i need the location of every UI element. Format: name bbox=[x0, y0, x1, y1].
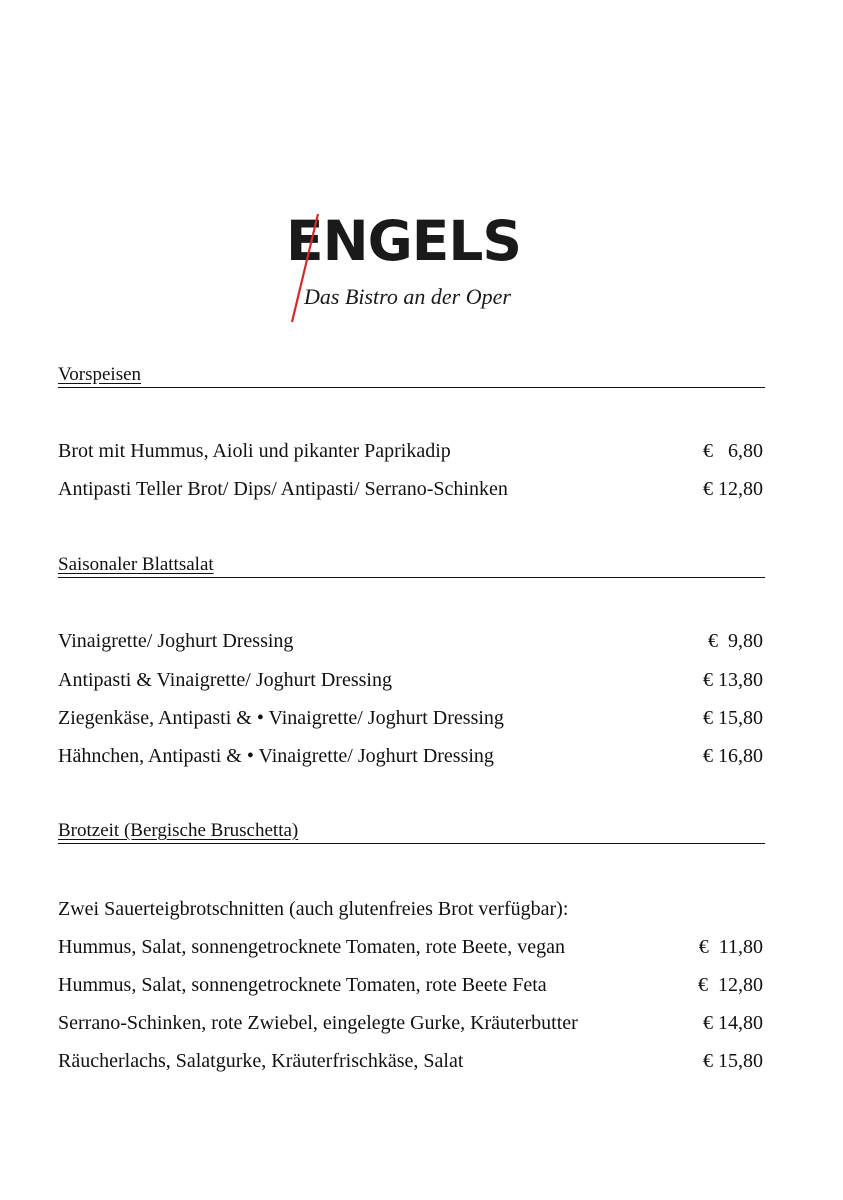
section-title: Vorspeisen bbox=[58, 364, 142, 385]
section-title: Brotzeit (Bergische Bruschetta) bbox=[58, 820, 299, 841]
menu-item-price: € 6,80 bbox=[703, 440, 763, 462]
menu-item-price: € 9,80 bbox=[708, 630, 763, 652]
section-title: Saisonaler Blattsalat bbox=[58, 554, 214, 575]
menu-item-price: € 16,80 bbox=[703, 745, 763, 767]
menu-item bbox=[58, 628, 763, 654]
menu-item-price: € 14,80 bbox=[703, 1012, 763, 1034]
menu-item bbox=[58, 438, 763, 464]
menu-item-name: Hähnchen, Antipasti & • Vinaigrette/ Joghurt Dressing bbox=[58, 745, 494, 767]
logo-tagline: Das Bistro an der Oper bbox=[304, 284, 511, 309]
menu-item-name: Räucherlachs, Salatgurke, Kräuterfrischkäse, Salat bbox=[58, 1050, 464, 1072]
menu-item-name: Antipasti & Vinaigrette/ Joghurt Dressing bbox=[58, 669, 392, 691]
menu-item-price: € 12,80 bbox=[703, 478, 763, 500]
menu-item bbox=[58, 1010, 763, 1036]
logo-slash-icon bbox=[286, 214, 326, 324]
logo-wordmark: ENGELS bbox=[286, 209, 521, 273]
menu-item-name: Ziegenkäse, Antipasti & • Vinaigrette/ Joghurt Dressing bbox=[58, 707, 504, 729]
menu-item-name: Vinaigrette/ Joghurt Dressing bbox=[58, 630, 294, 652]
menu-item-name: Serrano-Schinken, rote Zwiebel, eingelegte Gurke, Kräuterbutter bbox=[58, 1012, 578, 1034]
bistro-logo bbox=[286, 209, 566, 324]
menu-item bbox=[58, 1048, 763, 1074]
menu-item bbox=[58, 934, 763, 960]
menu-item bbox=[58, 743, 763, 769]
menu-item bbox=[58, 972, 763, 998]
menu-item-name: Antipasti Teller Brot/ Dips/ Antipasti/ Serrano-Schinken bbox=[58, 478, 508, 500]
menu-item-price: € 15,80 bbox=[703, 707, 763, 729]
menu-item-price: € 15,80 bbox=[703, 1050, 763, 1072]
section-heading-brotzeit bbox=[58, 820, 765, 844]
menu-item-price: € 11,80 bbox=[698, 936, 763, 958]
menu-item bbox=[58, 476, 763, 502]
menu-item bbox=[58, 667, 763, 693]
menu-item-name: Hummus, Salat, sonnengetrocknete Tomaten, rote Beete Feta bbox=[58, 974, 547, 996]
section-heading-vorspeisen bbox=[58, 364, 765, 388]
menu-item-price: € 13,80 bbox=[703, 669, 763, 691]
menu-item-name: Brot mit Hummus, Aioli und pikanter Paprikadip bbox=[58, 440, 451, 462]
menu-item-price: € 12,80 bbox=[698, 974, 763, 996]
section-note: Zwei Sauerteigbrotschnitten (auch glutenfreies Brot verfügbar): bbox=[58, 898, 569, 920]
section-heading-blattsalat bbox=[58, 554, 765, 578]
menu-item bbox=[58, 705, 763, 731]
menu-item-name: Hummus, Salat, sonnengetrocknete Tomaten, rote Beete, vegan bbox=[58, 936, 565, 958]
